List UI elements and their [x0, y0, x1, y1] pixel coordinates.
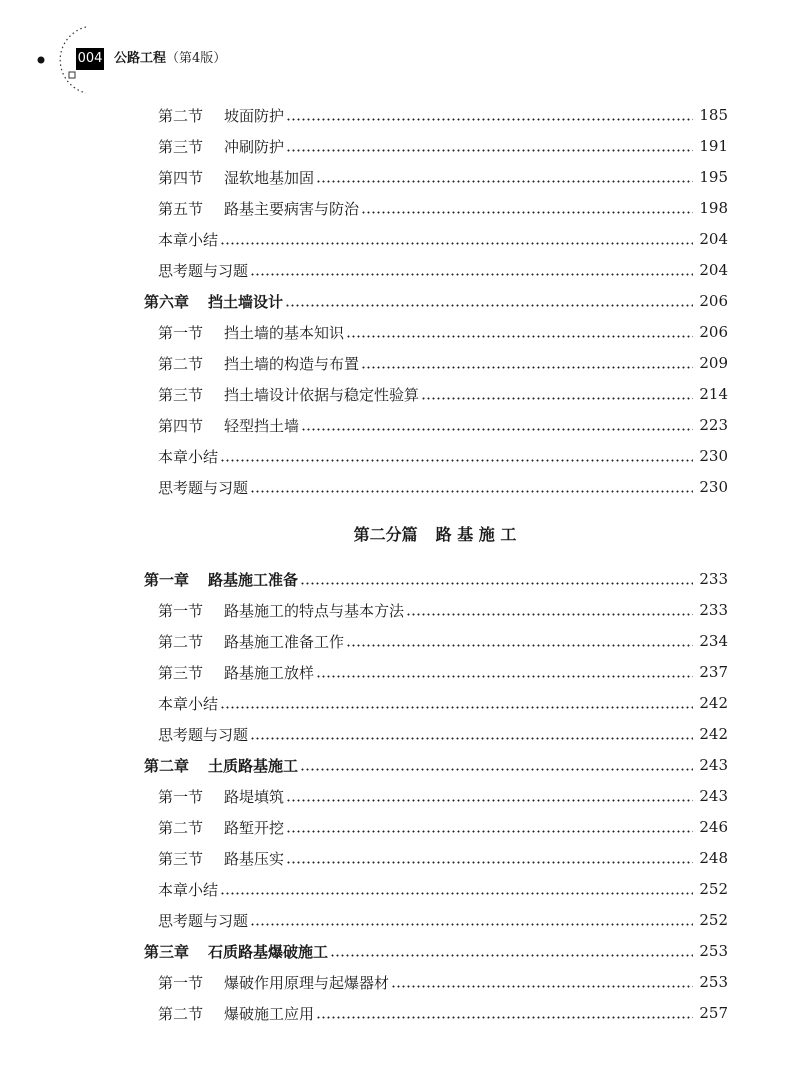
toc-entry-number: 第二节 — [158, 1004, 204, 1023]
dot-leader — [286, 118, 693, 121]
toc-entry-row[interactable] — [158, 971, 728, 993]
toc-entry-row[interactable] — [158, 723, 728, 745]
dot-leader — [316, 1016, 693, 1019]
dot-leader — [250, 737, 693, 740]
toc-entry-title: 爆破作用原理与起爆器材 — [224, 973, 390, 992]
toc-page-number: 204 — [699, 230, 728, 248]
book-title-text: 公路工程 — [114, 51, 167, 66]
dot-leader — [361, 366, 693, 369]
toc-page-number: 252 — [699, 911, 728, 929]
toc-entry-title: 路基主要病害与防治 — [224, 199, 360, 218]
toc-entry-row[interactable] — [158, 599, 728, 621]
book-title — [114, 49, 226, 69]
part-title — [0, 523, 790, 547]
toc-entry-title: 思考题与习题 — [158, 911, 249, 930]
toc-entry-number: 第一节 — [158, 787, 204, 806]
toc-entry-row[interactable] — [158, 847, 728, 869]
toc-entry-row[interactable] — [158, 661, 728, 683]
toc-page-number: 242 — [699, 694, 728, 712]
part-name: 路 基 施 工 — [435, 525, 517, 544]
toc-entry-title: 爆破施工应用 — [224, 1004, 315, 1023]
toc-entry-title: 路基施工的特点与基本方法 — [224, 601, 405, 620]
dot-leader — [285, 304, 693, 307]
toc-entry-title: 石质路基爆破施工 — [208, 942, 329, 961]
toc-entry-title: 湿软地基加固 — [224, 168, 315, 187]
toc-entry-number: 第三节 — [158, 137, 204, 156]
dot-leader — [300, 768, 693, 771]
dot-leader — [286, 861, 693, 864]
toc-entry-title: 路基施工准备 — [208, 570, 299, 589]
toc-entry-row[interactable] — [158, 909, 728, 931]
page-number: 004 — [76, 48, 104, 70]
toc-page-number: 209 — [699, 354, 728, 372]
toc-page-number: 253 — [699, 973, 728, 991]
toc-entry-title: 路基施工准备工作 — [224, 632, 345, 651]
toc-entry-number: 第三节 — [158, 849, 204, 868]
dot-leader — [250, 273, 693, 276]
toc-entry-number: 第一章 — [144, 570, 190, 589]
page-header — [0, 0, 790, 100]
dot-leader — [330, 954, 693, 957]
toc-chapter-row[interactable] — [144, 568, 728, 590]
toc-entry-row[interactable] — [158, 630, 728, 652]
dot-leader — [286, 830, 693, 833]
toc-page-number: 206 — [699, 323, 728, 341]
toc-entry-row[interactable] — [158, 445, 728, 467]
toc-chapter-row[interactable] — [144, 290, 728, 312]
toc-entry-title: 思考题与习题 — [158, 478, 249, 497]
dot-leader — [250, 923, 693, 926]
toc-page-number: 230 — [699, 478, 728, 496]
toc-entry-title: 挡土墙的基本知识 — [224, 323, 345, 342]
toc-entry-row[interactable] — [158, 414, 728, 436]
toc-entry-title: 坡面防护 — [224, 106, 285, 125]
dot-leader — [391, 985, 693, 988]
toc-page-number: 230 — [699, 447, 728, 465]
dot-leader — [316, 180, 693, 183]
toc-entry-number: 第一节 — [158, 323, 204, 342]
toc-chapter-row[interactable] — [144, 754, 728, 776]
toc-page-number: 233 — [699, 570, 728, 588]
toc-entry-title: 路基压实 — [224, 849, 285, 868]
toc-entry-number: 第五节 — [158, 199, 204, 218]
dot-leader — [250, 490, 693, 493]
toc-entry-row[interactable] — [158, 135, 728, 157]
toc-page-number: 233 — [699, 601, 728, 619]
toc-page-number: 206 — [699, 292, 728, 310]
toc-page-number: 243 — [699, 787, 728, 805]
toc-page-number: 242 — [699, 725, 728, 743]
toc-entry-title: 轻型挡土墙 — [224, 416, 300, 435]
toc-page-number: 237 — [699, 663, 728, 681]
toc-page-number: 253 — [699, 942, 728, 960]
toc-entry-row[interactable] — [158, 692, 728, 714]
toc-entry-title: 本章小结 — [158, 880, 219, 899]
toc-entry-number: 第三章 — [144, 942, 190, 961]
toc-page-number: 214 — [699, 385, 728, 403]
toc-entry-title: 思考题与习题 — [158, 261, 249, 280]
toc-entry-row[interactable] — [158, 785, 728, 807]
toc-page-number: 234 — [699, 632, 728, 650]
dot-leader — [220, 459, 693, 462]
toc-entry-number: 第一节 — [158, 973, 204, 992]
toc-entry-number: 第三节 — [158, 385, 204, 404]
toc-entry-number: 第二章 — [144, 756, 190, 775]
toc-entry-row[interactable] — [158, 259, 728, 281]
toc-entry-number: 第二节 — [158, 354, 204, 373]
toc-page-number: 191 — [699, 137, 728, 155]
toc-entry-title: 本章小结 — [158, 694, 219, 713]
toc-entry-title: 本章小结 — [158, 230, 219, 249]
dot-leader — [316, 675, 693, 678]
toc-entry-title: 路基施工放样 — [224, 663, 315, 682]
toc-entry-number: 第四节 — [158, 416, 204, 435]
dot-leader — [406, 613, 693, 616]
toc-entry-title: 冲刷防护 — [224, 137, 285, 156]
toc-page-number: 252 — [699, 880, 728, 898]
toc-page-number: 195 — [699, 168, 728, 186]
toc-page-number: 185 — [699, 106, 728, 124]
toc-entry-title: 路堤填筑 — [224, 787, 285, 806]
toc-entry-number: 第二节 — [158, 632, 204, 651]
dot-leader — [346, 335, 693, 338]
toc-entry-row[interactable] — [158, 476, 728, 498]
toc-entry-row[interactable] — [158, 383, 728, 405]
toc-chapter-row[interactable] — [144, 940, 728, 962]
toc-entry-row[interactable] — [158, 166, 728, 188]
toc-entry-title: 挡土墙设计依据与稳定性验算 — [224, 385, 420, 404]
toc-entry-row[interactable] — [158, 878, 728, 900]
toc-page-number: 246 — [699, 818, 728, 836]
book-edition: （第4版） — [166, 51, 227, 66]
toc-entry-number: 第二节 — [158, 818, 204, 837]
toc-entry-title: 思考题与习题 — [158, 725, 249, 744]
dot-leader — [286, 149, 693, 152]
toc-entry-number: 第一节 — [158, 601, 204, 620]
toc-page-number: 257 — [699, 1004, 728, 1022]
toc-entry-title: 挡土墙设计 — [208, 292, 284, 311]
toc-entry-row[interactable] — [158, 816, 728, 838]
toc-page-number: 223 — [699, 416, 728, 434]
dot-leader — [346, 644, 693, 647]
toc-entry-row[interactable] — [158, 197, 728, 219]
dot-leader — [421, 397, 693, 400]
dot-leader — [220, 242, 693, 245]
toc-entry-row[interactable] — [158, 321, 728, 343]
dot-leader — [220, 706, 693, 709]
toc-page-number: 204 — [699, 261, 728, 279]
toc-entry-number: 第三节 — [158, 663, 204, 682]
dot-leader — [220, 892, 693, 895]
toc-page-number: 248 — [699, 849, 728, 867]
toc-entry-row[interactable] — [158, 1002, 728, 1024]
toc-page-number: 198 — [699, 199, 728, 217]
toc-page-number: 243 — [699, 756, 728, 774]
toc-entry-title: 土质路基施工 — [208, 756, 299, 775]
toc-entry-title: 本章小结 — [158, 447, 219, 466]
toc-entry-row[interactable] — [158, 352, 728, 374]
dot-leader — [286, 799, 693, 802]
toc-entry-row[interactable] — [158, 104, 728, 126]
part-label: 第二分篇 — [353, 525, 418, 544]
dot-leader — [361, 211, 693, 214]
toc-entry-title: 挡土墙的构造与布置 — [224, 354, 360, 373]
toc-entry-number: 第二节 — [158, 106, 204, 125]
dot-leader — [300, 582, 693, 585]
toc-entry-number: 第六章 — [144, 292, 190, 311]
toc-entry-row[interactable] — [158, 228, 728, 250]
toc-entry-title: 路堑开挖 — [224, 818, 285, 837]
toc-entry-number: 第四节 — [158, 168, 204, 187]
dot-leader — [301, 428, 693, 431]
